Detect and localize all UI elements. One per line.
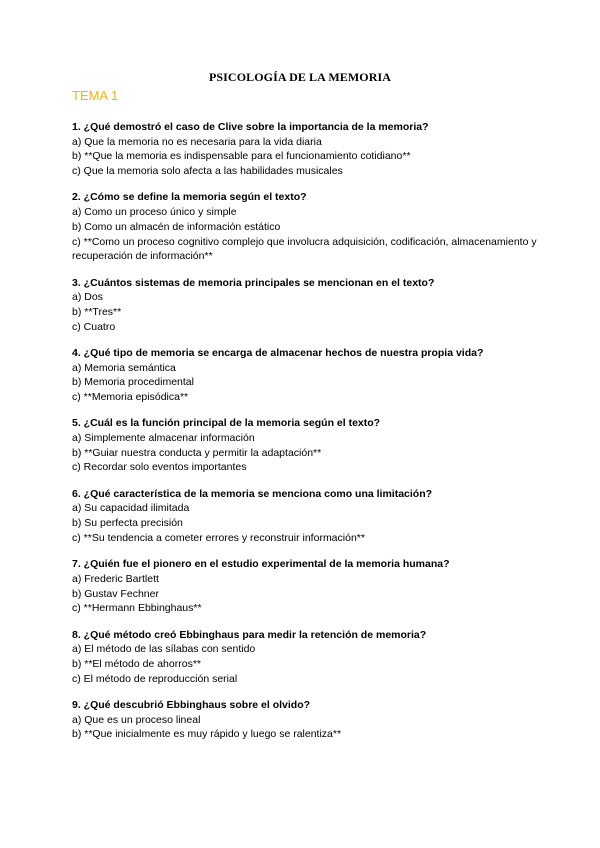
answer-option-a: a) Simplemente almacenar información [72,432,255,445]
answer-option-b: b) **El método de ahorros** [72,657,201,670]
answer-option-a: a) Que la memoria no es necesaria para la vida diaria [72,135,322,148]
answer-option-c: c) Cuatro [72,320,116,333]
question-3 [72,276,542,335]
question-6 [72,487,542,546]
question-title: 1. ¿Qué demostró el caso de Clive sobre la importancia de la memoria? [72,121,429,133]
question-title: 2. ¿Cómo se define la memoria según el texto? [72,191,307,204]
answer-option-b: b) Su perfecta precisión [72,517,183,530]
question-title: 9. ¿Qué descubrió Ebbinghaus sobre el olvido? [72,698,311,711]
answer-option-a: a) Frederic Bartlett [72,572,159,585]
question-title: 5. ¿Cuál es la función principal de la memoria según el texto? [72,417,381,430]
answer-option-c: c) **Su tendencia a cometer errores y reconstruir información** [72,531,365,544]
document-title: PSICOLOGÍA DE LA MEMORIA [208,70,392,84]
answer-option-a: a) Que es un proceso lineal [72,713,201,726]
answer-option-a: a) El método de las sílabas con sentido [72,643,256,656]
answer-option-a: a) Memoria semántica [72,361,176,374]
answer-option-b: b) Memoria procedimental [72,376,194,389]
answer-option-b: b) **Que inicialmente es muy rápido y luego se ralentiza** [72,728,342,741]
answer-option-b: b) **Tres** [72,305,122,318]
answer-option-c: c) **Hermann Ebbinghaus** [72,602,202,615]
question-title: 3. ¿Cuántos sistemas de memoria principales se mencionan en el texto? [72,276,435,289]
question-title: 8. ¿Qué método creó Ebbinghaus para medir la retención de memoria? [72,628,427,641]
section-heading: TEMA 1 [72,88,119,103]
question-5 [72,416,542,475]
question-title: 6. ¿Qué característica de la memoria se menciona como una limitación? [72,487,433,500]
question-title: 7. ¿Quién fue el pionero en el estudio experimental de la memoria humana? [72,558,450,571]
question-7 [72,557,542,616]
question-list [72,120,542,754]
question-title: 4. ¿Qué tipo de memoria se encarga de almacenar hechos de nuestra propia vida? [72,346,484,359]
answer-option-b: b) Como un almacén de información estático [72,220,281,233]
answer-option-b: b) **Guiar nuestra conducta y permitir la adaptación** [72,446,322,459]
answer-option-a: a) Dos [72,291,103,304]
answer-option-c: c) Que la memoria solo afecta a las habilidades musicales [72,165,343,178]
answer-option-a: a) Como un proceso único y simple [72,206,237,219]
answer-option-b: b) **Que la memoria es indispensable para el funcionamiento cotidiano** [72,150,411,163]
question-8 [72,628,542,687]
question-9 [72,698,542,742]
answer-option-c: c) Recordar solo eventos importantes [72,461,247,474]
answer-option-c: c) El método de reproducción serial [72,672,238,685]
question-2 [72,190,542,264]
answer-option-c: c) **Memoria episódica** [72,391,189,404]
answer-option-b: b) Gustav Fechner [72,587,159,600]
answer-option-a: a) Su capacidad ilimitada [72,502,190,515]
answer-option-c: c) **Como un proceso cognitivo complejo que involucra adquisición, codificación, almacenamiento y recuperación de información** [72,235,537,263]
question-1 [72,120,542,179]
question-4 [72,346,542,405]
